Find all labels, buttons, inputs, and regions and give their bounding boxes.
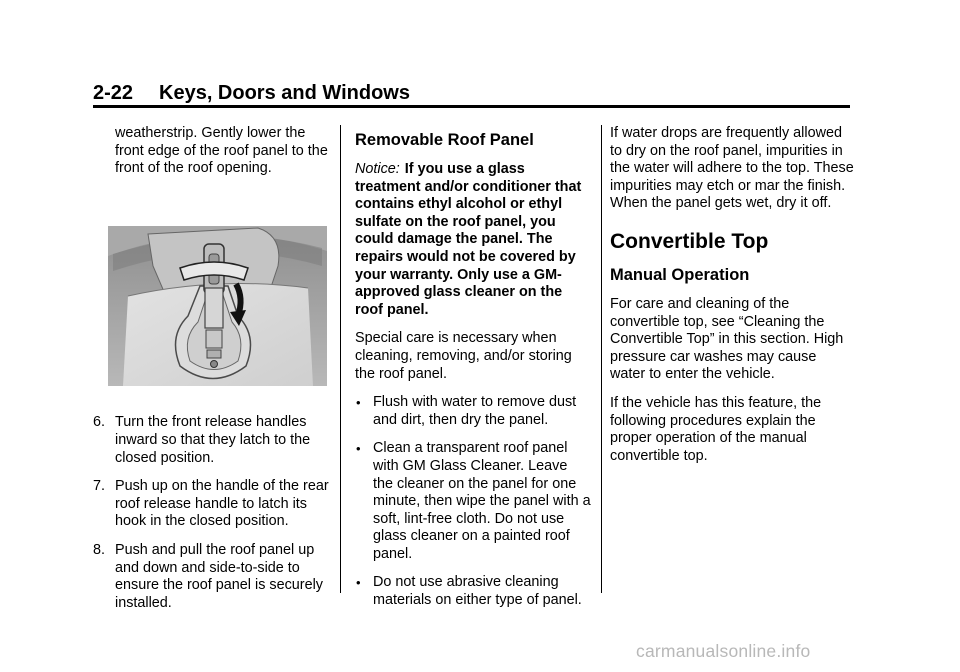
care-bullet-list	[355, 394, 591, 610]
bullet-text: Flush with water to remove dust and dirt, then dry the panel.	[373, 394, 577, 428]
bullet-icon: •	[356, 395, 361, 411]
column-left	[93, 125, 333, 623]
notice-text: If you use a glass treatment and/or conditioner that contains ethyl alcohol or ethyl sulfate on the roof panel, you could damage the panel. The repairs would not be covered by your warranty. Only use a GM-approved glass cleaner on the roof panel.	[355, 161, 582, 318]
step-number: 8.	[93, 541, 106, 558]
bullet-item	[355, 394, 591, 429]
step-text: Turn the front release handles inward so that they latch to the closed position.	[115, 414, 311, 466]
bullet-item	[355, 574, 591, 609]
watermark: carmanualsonline.info	[636, 641, 811, 661]
column-middle	[355, 125, 591, 621]
page-header	[93, 80, 850, 108]
bullet-text: Do not use abrasive cleaning materials on either type of panel.	[373, 574, 582, 609]
intro-paragraph: weatherstrip. Gently lower the front edge of the roof panel to the front of the roof opening.	[115, 125, 328, 177]
step-number: 7.	[93, 478, 106, 495]
bullet-icon: •	[356, 575, 361, 591]
special-care-paragraph: Special care is necessary when cleaning, removing, and/or storing the roof panel.	[355, 330, 572, 382]
chapter-title: Keys, Doors and Windows	[159, 82, 410, 104]
column-divider	[340, 125, 341, 593]
step-text: Push up on the handle of the rear roof release handle to latch its hook in the closed position.	[115, 478, 329, 530]
step-item	[93, 542, 333, 612]
manual-operation-heading: Manual Operation	[610, 265, 750, 284]
removable-roof-panel-heading: Removable Roof Panel	[355, 131, 534, 149]
step-item	[93, 414, 333, 467]
page-number: 2-22	[93, 82, 134, 104]
bullet-text: Clean a transparent roof panel with GM Glass Cleaner. Leave the cleaner on the panel for one minute, then wipe the panel with a soft, lint-free cloth. Do not use glass cleaner on a painted roof panel.	[373, 440, 591, 562]
roof-latch-illustration	[108, 226, 327, 386]
water-drops-paragraph: If water drops are frequently allowed to dry on the roof panel, impurities in the water will adhere to the top. These impurities may etch or mar the finish. When the panel gets wet, dry it off.	[610, 125, 854, 212]
notice-label: Notice:	[355, 161, 400, 177]
column-right	[610, 125, 855, 476]
step-number: 6.	[93, 414, 106, 431]
notice-paragraph	[355, 161, 591, 319]
bullet-icon: •	[356, 441, 361, 457]
care-cleaning-paragraph: For care and cleaning of the convertible top, see “Cleaning the Convertible Top” in this section. High pressure car washes may cause water to enter the vehicle.	[610, 295, 844, 383]
steps-list	[93, 414, 333, 612]
column-divider	[601, 125, 602, 593]
bullet-item	[355, 440, 591, 563]
procedures-paragraph: If the vehicle has this feature, the following procedures explain the proper operation of the manual convertible top.	[610, 394, 822, 464]
step-item	[93, 478, 333, 531]
step-text: Push and pull the roof panel up and down and side-to-side to ensure the roof panel is securely installed.	[115, 541, 323, 611]
convertible-top-heading: Convertible Top	[610, 229, 769, 253]
